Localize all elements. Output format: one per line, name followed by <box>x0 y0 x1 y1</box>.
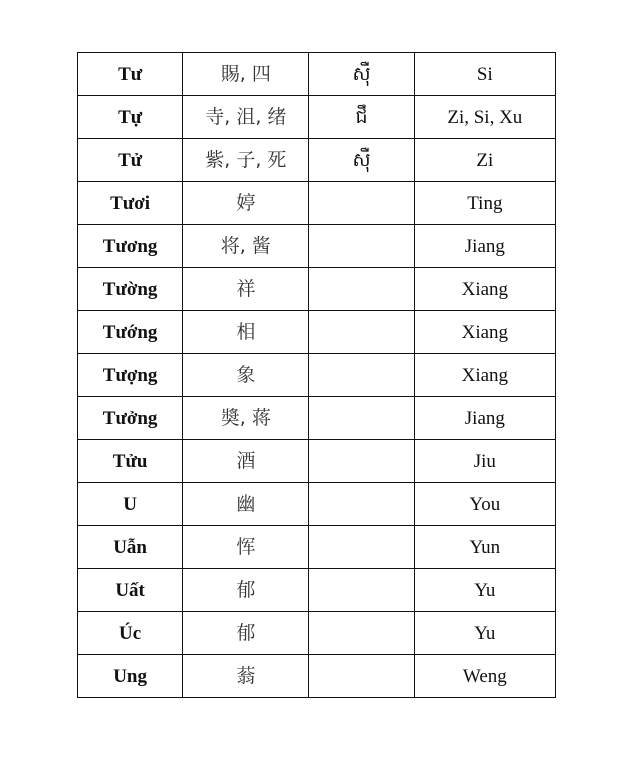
table-row <box>78 440 556 483</box>
table-row <box>78 225 556 268</box>
vietnamese-syllable-cell: Uất <box>78 569 183 612</box>
vietnamese-syllable-cell: Tượng <box>78 354 183 397</box>
chinese-characters-cell: 蓊 <box>183 655 309 698</box>
khmer-script-cell <box>309 268 414 311</box>
table-row <box>78 96 556 139</box>
pinyin-cell: Zi, Si, Xu <box>414 96 555 139</box>
khmer-script-cell <box>309 311 414 354</box>
vietnamese-syllable-cell: Tương <box>78 225 183 268</box>
khmer-script-cell <box>309 483 414 526</box>
vietnamese-syllable-cell: Tửu <box>78 440 183 483</box>
name-correspondence-table <box>77 52 556 698</box>
chinese-characters-cell: 幽 <box>183 483 309 526</box>
table-row <box>78 655 556 698</box>
pinyin-cell: Zi <box>414 139 555 182</box>
chinese-characters-cell: 婷 <box>183 182 309 225</box>
pinyin-cell: Xiang <box>414 354 555 397</box>
chinese-characters-cell: 寺, 沮, 绪 <box>183 96 309 139</box>
chinese-characters-cell: 象 <box>183 354 309 397</box>
vietnamese-syllable-cell: Tưởng <box>78 397 183 440</box>
khmer-script-cell <box>309 225 414 268</box>
khmer-script-cell <box>309 397 414 440</box>
pinyin-cell: Si <box>414 53 555 96</box>
pinyin-cell: You <box>414 483 555 526</box>
chinese-characters-cell: 恽 <box>183 526 309 569</box>
chinese-characters-cell: 郁 <box>183 569 309 612</box>
vietnamese-syllable-cell: Tướng <box>78 311 183 354</box>
khmer-script-cell <box>309 655 414 698</box>
table-row <box>78 268 556 311</box>
khmer-script-cell <box>309 182 414 225</box>
pinyin-cell: Yu <box>414 569 555 612</box>
chinese-characters-cell: 奬, 蒋 <box>183 397 309 440</box>
khmer-script-cell <box>309 612 414 655</box>
table-row <box>78 354 556 397</box>
chinese-characters-cell: 相 <box>183 311 309 354</box>
table-row <box>78 526 556 569</box>
khmer-script-cell <box>309 440 414 483</box>
table-row <box>78 397 556 440</box>
table-row <box>78 612 556 655</box>
chinese-characters-cell: 賜, 四 <box>183 53 309 96</box>
vietnamese-syllable-cell: Tươi <box>78 182 183 225</box>
vietnamese-syllable-cell: Uẫn <box>78 526 183 569</box>
khmer-script-cell: ស៊ឺ <box>309 139 414 182</box>
pinyin-cell: Xiang <box>414 268 555 311</box>
pinyin-cell: Jiang <box>414 225 555 268</box>
vietnamese-syllable-cell: U <box>78 483 183 526</box>
vietnamese-syllable-cell: Úc <box>78 612 183 655</box>
khmer-script-cell <box>309 569 414 612</box>
pinyin-cell: Xiang <box>414 311 555 354</box>
chinese-characters-cell: 酒 <box>183 440 309 483</box>
khmer-script-cell <box>309 526 414 569</box>
table-row <box>78 53 556 96</box>
chinese-characters-cell: 郁 <box>183 612 309 655</box>
chinese-characters-cell: 将, 酱 <box>183 225 309 268</box>
table-row <box>78 182 556 225</box>
pinyin-cell: Yu <box>414 612 555 655</box>
pinyin-cell: Jiang <box>414 397 555 440</box>
table-row <box>78 311 556 354</box>
vietnamese-syllable-cell: Tự <box>78 96 183 139</box>
vietnamese-syllable-cell: Ung <box>78 655 183 698</box>
khmer-script-cell: ស៊ឺ <box>309 53 414 96</box>
khmer-script-cell <box>309 354 414 397</box>
pinyin-cell: Ting <box>414 182 555 225</box>
khmer-script-cell: ជឹ <box>309 96 414 139</box>
vietnamese-syllable-cell: Tư <box>78 53 183 96</box>
vietnamese-syllable-cell: Tử <box>78 139 183 182</box>
table-row <box>78 139 556 182</box>
table-row <box>78 569 556 612</box>
chinese-characters-cell: 祥 <box>183 268 309 311</box>
vietnamese-syllable-cell: Tường <box>78 268 183 311</box>
pinyin-cell: Yun <box>414 526 555 569</box>
table-body <box>78 53 556 698</box>
chinese-characters-cell: 紫, 子, 死 <box>183 139 309 182</box>
table-row <box>78 483 556 526</box>
pinyin-cell: Weng <box>414 655 555 698</box>
pinyin-cell: Jiu <box>414 440 555 483</box>
